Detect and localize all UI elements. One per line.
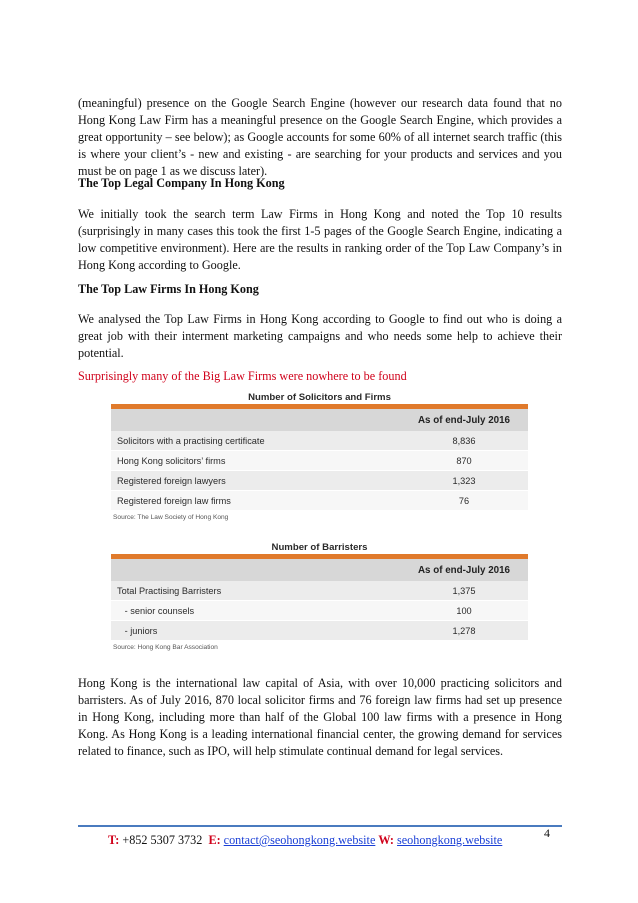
- table-row: [111, 621, 528, 641]
- row-value: 1,375: [452, 585, 476, 596]
- table-header: [111, 559, 528, 581]
- phone-label: T:: [108, 833, 120, 847]
- row-label: Total Practising Barristers: [117, 585, 222, 596]
- website-link[interactable]: seohongkong.website: [397, 833, 503, 847]
- table-row: [111, 601, 528, 621]
- row-label: Hong Kong solicitors’ firms: [117, 455, 226, 466]
- table-row: [111, 431, 528, 451]
- table-row: [111, 451, 528, 471]
- heading-top-law-firms: The Top Law Firms In Hong Kong: [78, 282, 259, 296]
- table-row: [111, 581, 528, 601]
- table-source: Source: The Law Society of Hong Kong: [113, 514, 229, 521]
- email-link[interactable]: contact@seohongkong.website: [223, 833, 376, 847]
- footer-contact: [108, 833, 502, 848]
- row-value: 100: [456, 605, 472, 616]
- table-row: [111, 491, 528, 511]
- table-source: Source: Hong Kong Bar Association: [113, 644, 218, 651]
- table-header-date: As of end-July 2016: [417, 564, 510, 576]
- red-note: Surprisingly many of the Big Law Firms were nowhere to be found: [78, 369, 407, 383]
- footer-rule: [78, 825, 562, 827]
- intro-paragraph: (meaningful) presence on the Google Search Engine (however our research data found that no Hong Kong Law Firm has a meaningful presence on the Google Search Engine, which provides a great opportunity – see below); as Google accounts for some 60% of all internet search traffic (this is where your client’s - new and existing - are searching for your products and services and you must be on page 1 as we discuss later).: [78, 96, 562, 178]
- row-value: 76: [458, 495, 470, 506]
- table-header: [111, 409, 528, 431]
- solicitors-firms-table: [111, 391, 528, 521]
- row-value: 1,323: [452, 475, 476, 486]
- phone-number: +852 5307 3732: [122, 833, 203, 847]
- table-title: Number of Barristers: [271, 542, 368, 553]
- table-row: [111, 471, 528, 491]
- website-label: W:: [378, 833, 394, 847]
- email-label: E:: [208, 833, 221, 847]
- analysis-paragraph: We analysed the Top Law Firms in Hong Kong according to Google to find out who is doing a great job with their interment marketing campaigns and who needs some help to achieve their potential.: [78, 312, 562, 360]
- heading-top-legal-company: The Top Legal Company In Hong Kong: [78, 176, 285, 190]
- capital-paragraph: Hong Kong is the international law capital of Asia, with over 10,000 practicing solicitors and barristers. As of July 2016, 870 local solicitor firms and 76 foreign law firms had set up presence in Hong Kong, including more than half of the Global 100 law firms with a presence in Hong Kong. As Hong Kong is a leading international financial center, the growing demand for services related to finance, such as IPO, will help stimulate continual demand for legal services.: [78, 676, 562, 758]
- row-value: 1,278: [452, 625, 476, 636]
- barristers-table: [111, 541, 528, 651]
- page-number: 4: [544, 826, 550, 840]
- row-label: - senior counsels: [117, 605, 195, 616]
- row-value: 870: [456, 455, 472, 466]
- table-title: Number of Solicitors and Firms: [248, 392, 391, 403]
- row-label: Registered foreign lawyers: [117, 475, 226, 486]
- row-label: - juniors: [117, 625, 158, 636]
- row-label: Registered foreign law firms: [117, 495, 231, 506]
- search-paragraph: We initially took the search term Law Firms in Hong Kong and noted the Top 10 results (surprisingly in many cases this took the first 1-5 pages of the Google Search Engine, indicating a low competitive environment). Here are the results in ranking order of the Top Law Company’s in Hong Kong according to Google.: [78, 207, 562, 272]
- row-label: Solicitors with a practising certificate: [117, 435, 265, 446]
- row-value: 8,836: [452, 435, 476, 446]
- table-header-date: As of end-July 2016: [417, 414, 510, 426]
